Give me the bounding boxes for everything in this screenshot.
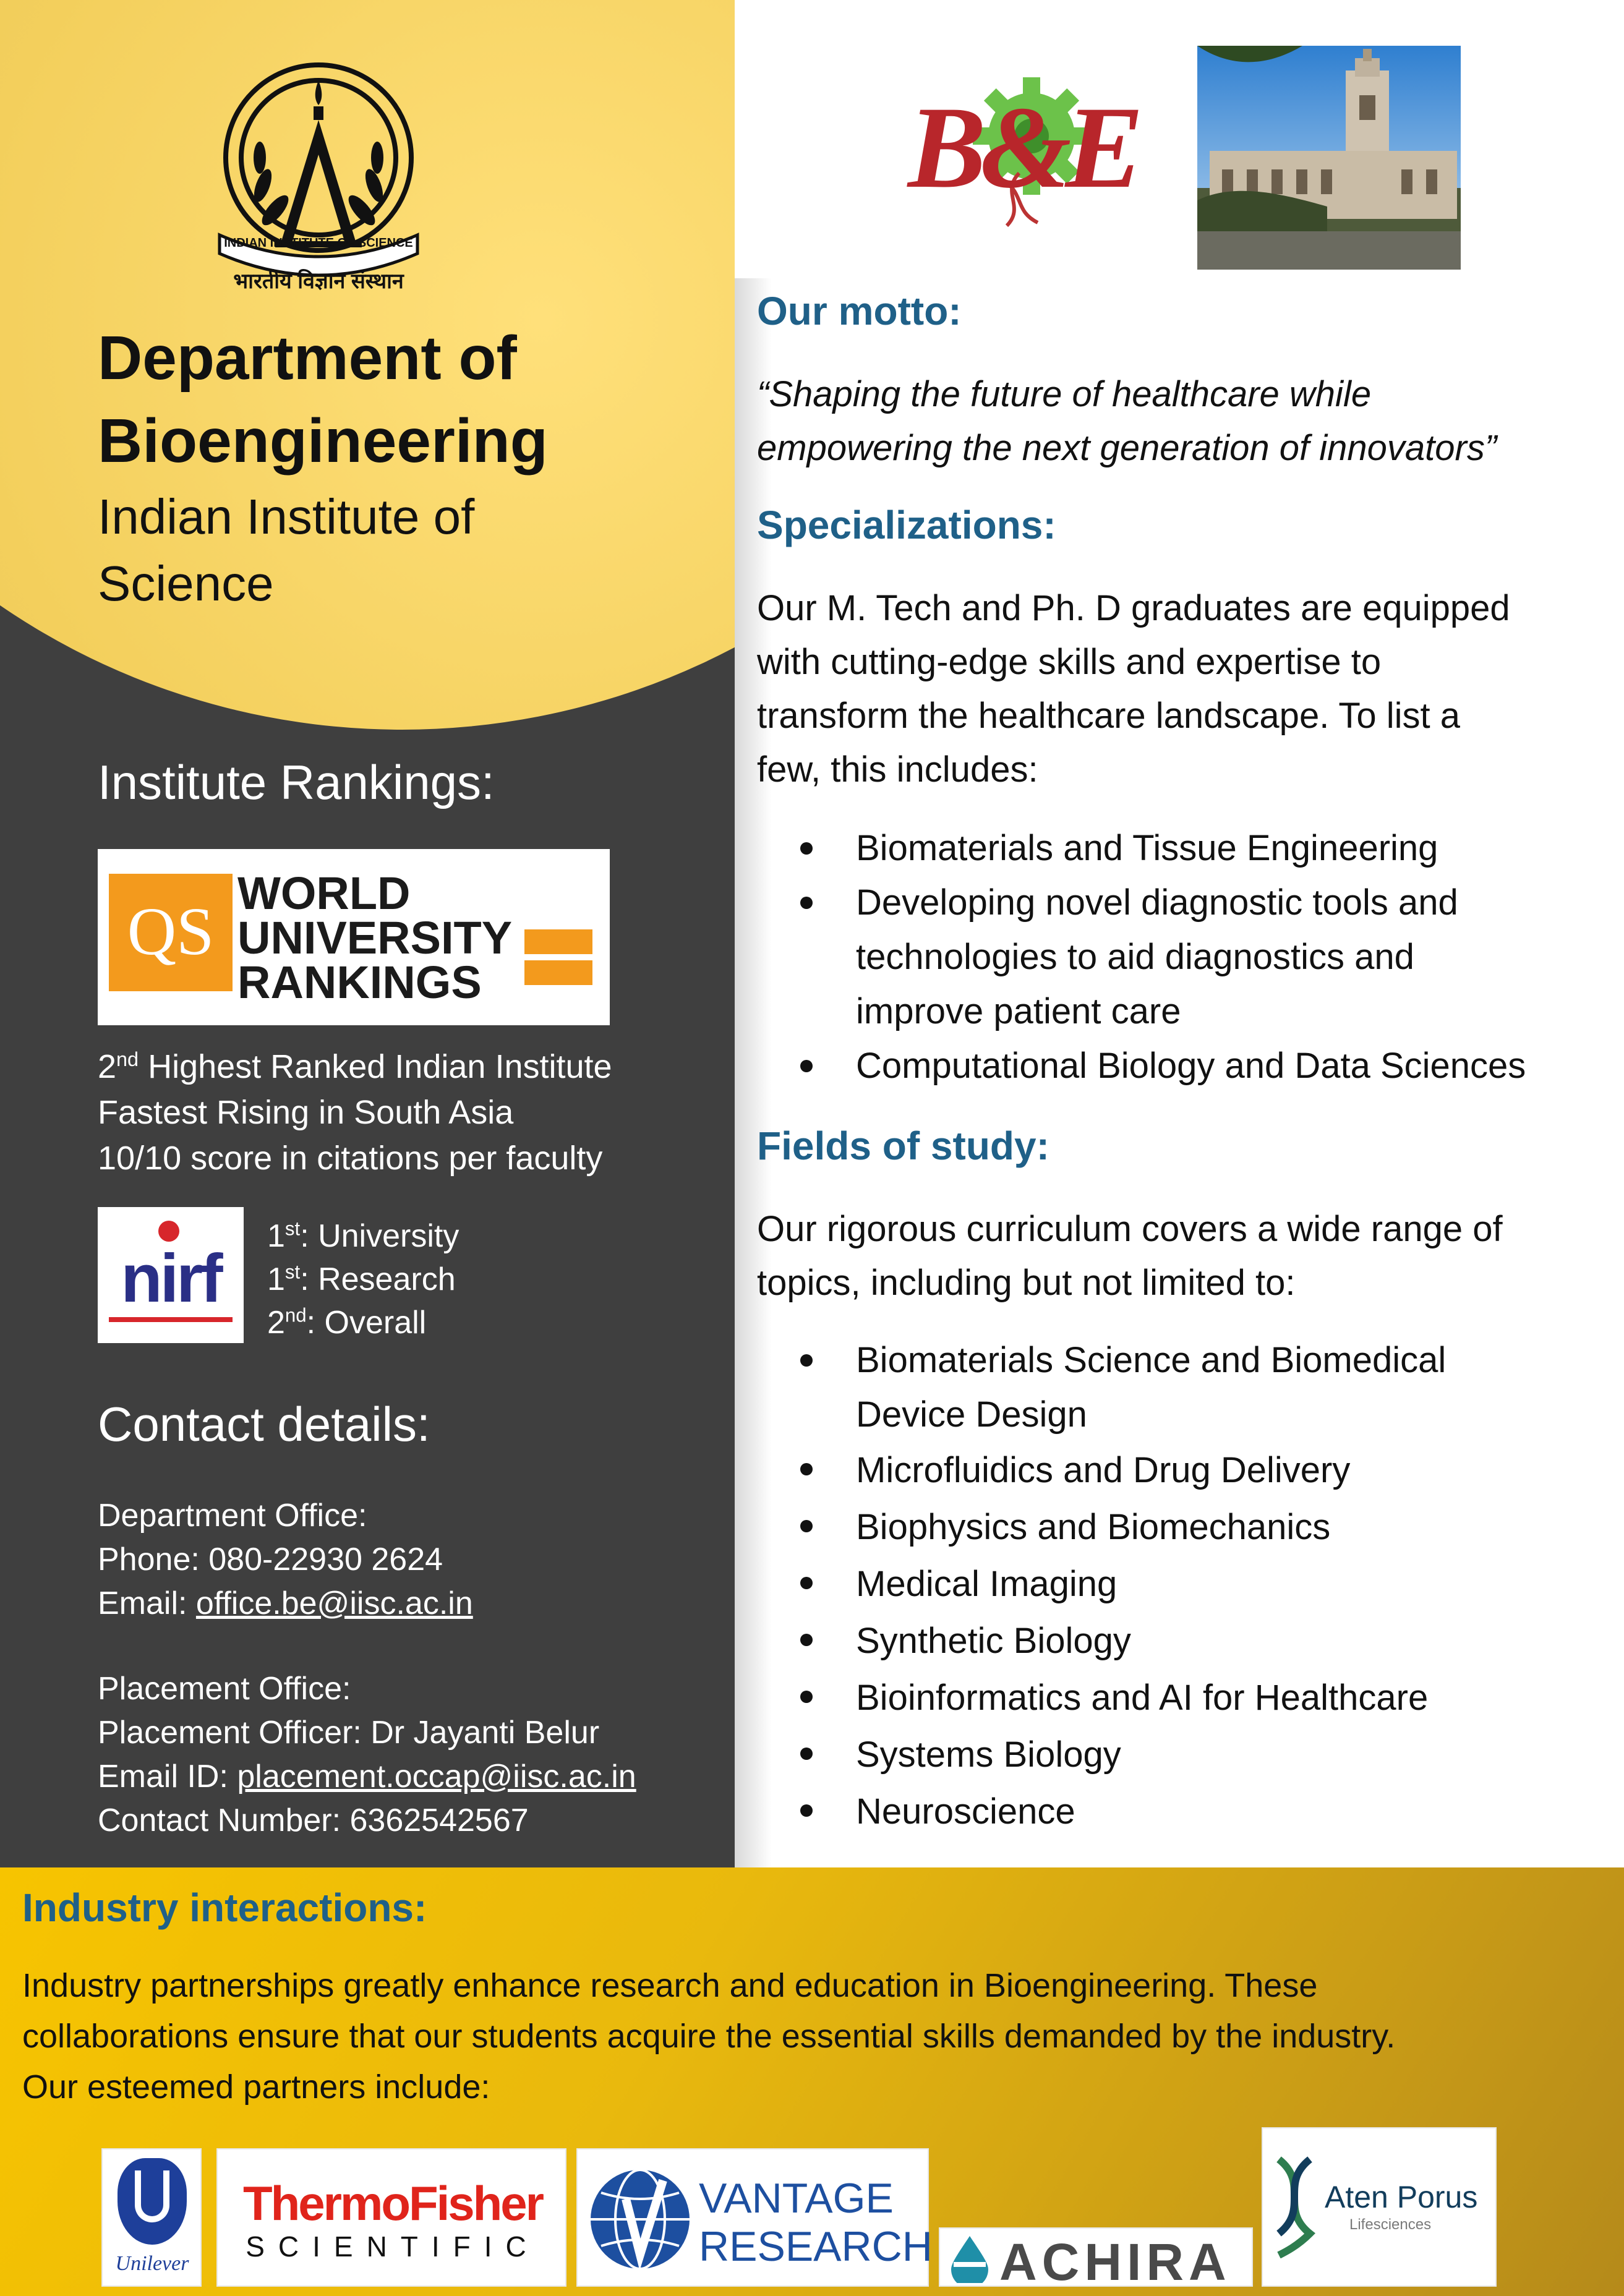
aten-porus-logo (1262, 2127, 1497, 2287)
list-item: Microfluidics and Drug Delivery (757, 1442, 1617, 1499)
institute-name (98, 484, 716, 617)
spec-intro-line: with cutting-edge skills and expertise to (757, 642, 1382, 682)
motto-line2: empowering the next generation of innovators” (757, 428, 1497, 468)
dept-title-line1: Department of (98, 323, 517, 393)
qs-mark: QS (127, 894, 215, 969)
be-logo (908, 68, 1143, 235)
industry-line: collaborations ensure that our students acquire the essential skills demanded by the industry. (22, 2018, 1396, 2055)
industry-line: Industry partnerships greatly enhance research and education in Bioengineering. These (22, 1967, 1318, 2004)
list-item: Synthetic Biology (757, 1613, 1617, 1670)
nirf-ranks (267, 1214, 638, 1344)
campus-photo (1197, 46, 1461, 270)
nirf-underline (109, 1317, 233, 1322)
vantage-globe-icon (589, 2168, 691, 2271)
spec-intro-line: Our M. Tech and Ph. D graduates are equipped (757, 588, 1510, 628)
specializations-list (757, 821, 1617, 1093)
department-office-block (98, 1494, 729, 1626)
be-logo-text: B&E (908, 83, 1138, 213)
nirf-overall-rank: 2nd: Overall (267, 1304, 427, 1341)
vantage-line2: RESEARCH (699, 2223, 933, 2270)
qs-orange-bar-1 (524, 929, 592, 954)
motto-line1: “Shaping the future of healthcare while (757, 374, 1372, 414)
qs-word-rankings: RANKINGS (237, 957, 482, 1008)
list-item: Systems Biology (757, 1726, 1617, 1783)
industry-heading: Industry interactions: (22, 1885, 427, 1930)
industry-description (22, 1960, 1605, 2112)
dept-phone: Phone: 080-22930 2624 (98, 1542, 443, 1577)
seal-ribbon-text: INDIAN INSTITUTE OF SCIENCE (224, 236, 413, 250)
dept-office-label: Department Office: (98, 1498, 367, 1534)
list-item: Bioinformatics and AI for Healthcare (757, 1670, 1617, 1726)
bullet-icon (800, 1634, 813, 1646)
qs-orange-bar-2 (524, 960, 592, 985)
unilever-u-mark (118, 2158, 187, 2245)
fields-intro (757, 1202, 1617, 1310)
unilever-logo (101, 2148, 202, 2287)
dept-email-line: Email: office.be@iisc.ac.in (98, 1585, 473, 1621)
bullet-icon (800, 1577, 813, 1589)
iisc-seal-logo (182, 56, 455, 291)
spec-intro-line: few, this includes: (757, 749, 1038, 790)
qs-line-citations: 10/10 score in citations per faculty (98, 1140, 603, 1177)
iisc-seal-icon (182, 56, 455, 291)
achira-wordmark: ACHIRA (999, 2233, 1231, 2291)
thermofisher-wordmark: ThermoFisher (242, 2176, 543, 2230)
qs-words (237, 868, 513, 1008)
department-title (98, 317, 716, 482)
bullet-icon (800, 1520, 813, 1532)
thermofisher-scientific: SCIENTIFIC (246, 2230, 540, 2263)
fields-intro-line: Our rigorous curriculum covers a wide range of (757, 1209, 1503, 1249)
bullet-icon (800, 1804, 813, 1817)
vantage-wordmark (699, 2174, 933, 2271)
list-item: Biophysics and Biomechanics (757, 1499, 1617, 1556)
institute-line1: Indian Institute of (98, 489, 475, 544)
rankings-heading: Institute Rankings: (98, 755, 495, 809)
bullet-icon (800, 1354, 813, 1367)
list-item: Computational Biology and Data Sciences (757, 1039, 1617, 1093)
qs-orange-block (109, 874, 233, 991)
aten-helix-icon (1273, 2153, 1316, 2258)
nirf-wordmark: nirf (121, 1240, 221, 1317)
unilever-wordmark: Unilever (115, 2252, 189, 2275)
specializations-heading: Specializations: (757, 503, 1056, 547)
placement-office-block (98, 1667, 735, 1843)
thermofisher-logo (216, 2148, 566, 2287)
fields-heading: Fields of study: (757, 1124, 1049, 1168)
specializations-intro (757, 581, 1617, 796)
aten-porus-sub: Lifesciences (1349, 2216, 1432, 2233)
achira-logo (939, 2227, 1253, 2291)
qs-line-rising: Fastest Rising in South Asia (98, 1094, 514, 1131)
placement-contact-number: Contact Number: 6362542567 (98, 1803, 529, 1838)
seal-hindi-text: भारतीय विज्ञान संस्थान (233, 270, 404, 293)
list-item: Developing novel diagnostic tools and technologies to aid diagnostics and improve patient care (757, 876, 1617, 1039)
nirf-red-dot (158, 1221, 179, 1242)
dept-title-line2: Bioengineering (98, 406, 548, 476)
bullet-icon (800, 1463, 813, 1475)
list-item: Biomaterials and Tissue Engineering (757, 821, 1617, 876)
qs-highlights (98, 1044, 716, 1181)
spec-intro-line: transform the healthcare landscape. To list a (757, 696, 1461, 736)
qs-rankings-logo (98, 849, 610, 1025)
bullet-icon (800, 1691, 813, 1703)
fields-list (757, 1333, 1617, 1840)
unilever-u-glyph (135, 2170, 169, 2222)
fields-intro-line: topics, including but not limited to: (757, 1263, 1296, 1303)
vantage-line1: VANTAGE (699, 2175, 894, 2222)
main-building-image (1197, 46, 1461, 270)
list-item: Neuroscience (757, 1783, 1617, 1840)
nirf-university-rank: 1st: University (267, 1218, 459, 1254)
motto-quote (757, 367, 1617, 475)
bullet-icon (800, 897, 813, 909)
industry-line: Our esteemed partners include: (22, 2068, 490, 2106)
qs-line-rank: 2nd Highest Ranked Indian Institute (98, 1048, 612, 1085)
placement-email-line: Email ID: placement.occap@iisc.ac.in (98, 1759, 636, 1795)
achira-drop-icon (945, 2234, 994, 2283)
nirf-logo (98, 1207, 244, 1343)
bullet-icon (800, 842, 813, 855)
bullet-icon (800, 1060, 813, 1072)
qs-word-university: UNIVERSITY (237, 912, 513, 963)
motto-heading: Our motto: (757, 289, 962, 333)
placement-officer-name: Placement Officer: Dr Jayanti Belur (98, 1715, 600, 1751)
placement-office-label: Placement Office: (98, 1671, 351, 1707)
list-item: Biomaterials Science and Biomedical Device Design (757, 1333, 1617, 1442)
qs-word-world: WORLD (237, 868, 411, 919)
list-item: Medical Imaging (757, 1556, 1617, 1613)
bullet-icon (800, 1748, 813, 1760)
vantage-research-logo (576, 2148, 933, 2287)
contact-heading: Contact details: (98, 1397, 430, 1451)
aten-porus-wordmark: Aten Porus (1325, 2180, 1478, 2214)
dept-email-link[interactable]: office.be@iisc.ac.in (195, 1585, 473, 1621)
institute-line2: Science (98, 556, 274, 611)
nirf-research-rank: 1st: Research (267, 1261, 456, 1297)
placement-email-link[interactable]: placement.occap@iisc.ac.in (237, 1759, 636, 1795)
